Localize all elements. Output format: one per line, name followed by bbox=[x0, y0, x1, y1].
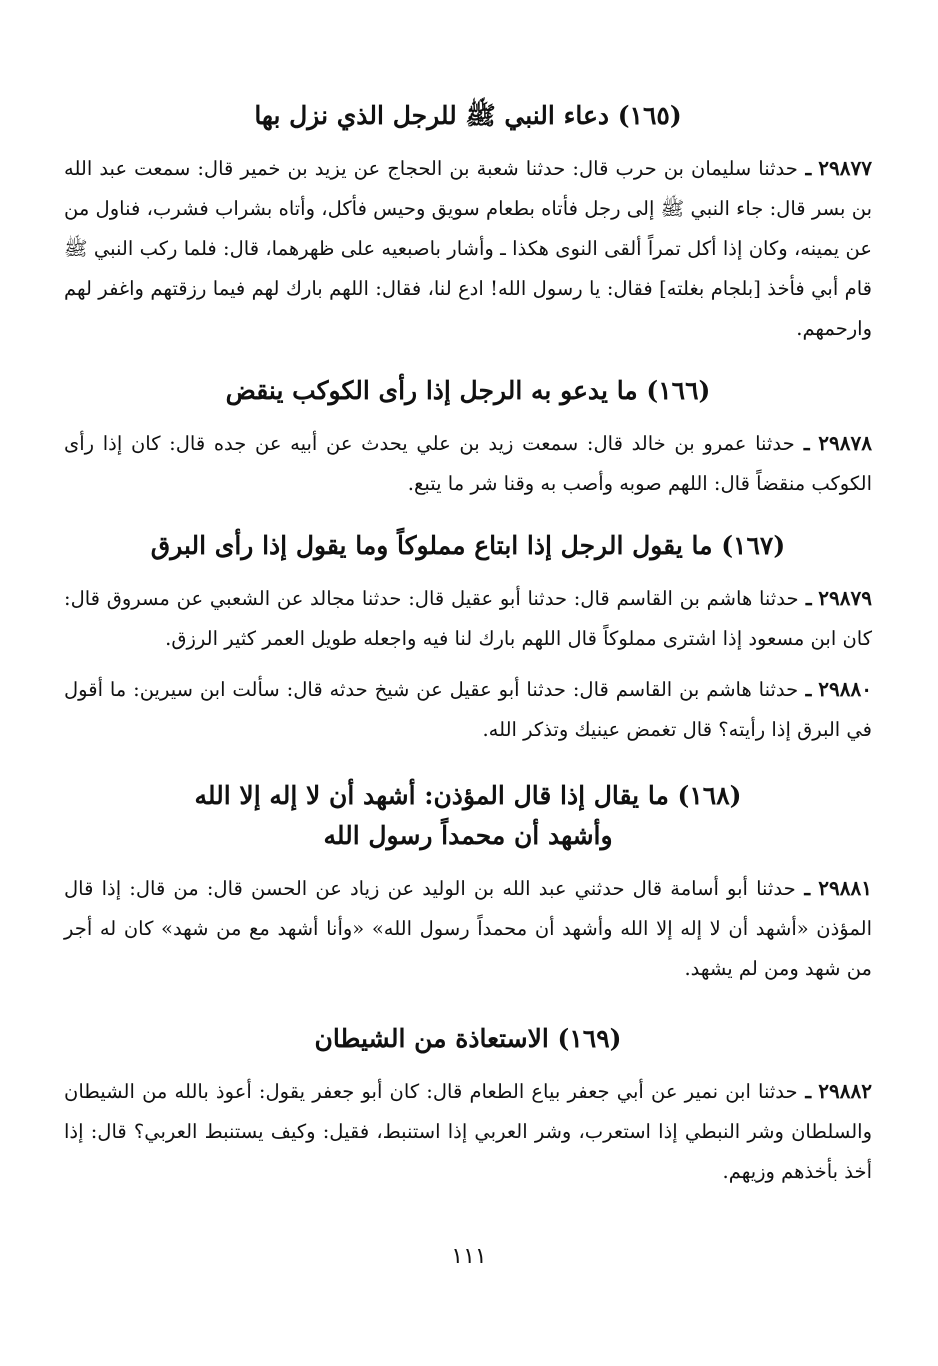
hadith-number: ٢٩٨٨٢ bbox=[818, 1079, 872, 1103]
hadith-text: حدثنا أبو أسامة قال حدثني عبد الله بن الوليد عن زياد عن الحسن قال: من قال: إذا قال المؤذن «أشهد أن لا إله إلا الله وأشهد أن محمداً رسول الله» «وأنا أشهد مع من شهد» كان له أجر من شهد ومن لم يشهد. bbox=[64, 877, 872, 980]
hadith-text: حدثنا سليمان بن حرب قال: حدثنا شعبة بن الحجاج عن يزيد بن خمير قال: سمعت عبد الله بن بسر قال: جاء النبي ﷺ إلى رجل فأتاه بطعام سويق وحيس فأكل، وأتاه بشراب فشرب، فناول من عن يمينه، وكان إذا أكل تمراً ألقى النوى هكذا ـ وأشار باصبعيه على ظهرهما، قال: فلما ركب النبي ﷺ قام أبي فأخذ [بلجام بغلته] فقال: يا رسول الله! ادع لنا، فقال: اللهم بارك لهم فيما رزقتهم واغفر لهم وارحمهم. bbox=[64, 157, 872, 340]
heading-line: وأشهد أن محمداً رسول الله bbox=[323, 821, 613, 850]
section-heading: (١٦٧) ما يقول الرجل إذا ابتاع مملوكاً وما يقول إذا رأى البرق bbox=[150, 531, 786, 560]
hadith-paragraph: ٢٩٨٨٢ ـ حدثنا ابن نمير عن أبي جعفر بياع الطعام قال: كان أبو جعفر يقول: أعوذ بالله من الشيطان والسلطان وشر النبطي إذا استعرب، وشر العربي إذا استنبط، فقيل: وكيف يستنبط العربي؟ قال: إذا أخذ بأخذهم وزيهم. bbox=[64, 1079, 872, 1183]
hadith-text: حدثنا عمرو بن خالد قال: سمعت زيد بن علي يحدث عن أبيه عن جده قال: كان إذا رأى الكوكب منقضاً قال: اللهم صوبه وأصب به وقنا شر ما يتبع. bbox=[64, 432, 872, 495]
heading-line: (١٦٨) ما يقال إذا قال المؤذن: أشهد أن لا إله إلا الله bbox=[194, 781, 742, 810]
hadith-number: ٢٩٨٨١ bbox=[818, 876, 872, 900]
page-number: ١١١ bbox=[451, 1244, 487, 1269]
hadith-number: ٢٩٨٨٠ bbox=[818, 677, 872, 701]
section-168 bbox=[64, 776, 872, 989]
section-heading: (١٦٦) ما يدعو به الرجل إذا رأى الكوكب ينقض bbox=[225, 376, 711, 405]
hadith-text: حدثنا هاشم بن القاسم قال: حدثنا أبو عقيل قال: حدثنا مجالد عن الشعبي عن مسروق قال: كان ابن مسعود إذا اشترى مملوكاً قال اللهم بارك لنا فيه واجعله طويل العمر كثير الرزق. bbox=[64, 587, 872, 650]
hadith-text: حدثنا هاشم بن القاسم قال: حدثنا أبو عقيل عن شيخ حدثه قال: سألت ابن سيرين: ما أقول في البرق إذا رأيته؟ قال تغمض عينيك وتذكر الله. bbox=[64, 678, 872, 741]
section-166 bbox=[64, 371, 872, 504]
hadith-paragraph: ٢٩٨٧٩ ـ حدثنا هاشم بن القاسم قال: حدثنا أبو عقيل قال: حدثنا مجالد عن الشعبي عن مسروق قال: كان ابن مسعود إذا اشترى مملوكاً قال اللهم بارك لنا فيه واجعله طويل العمر كثير الرزق. bbox=[64, 586, 872, 650]
hadith-paragraph: ٢٩٨٨١ ـ حدثنا أبو أسامة قال حدثني عبد الله بن الوليد عن زياد عن الحسن قال: من قال: إذا قال المؤذن «أشهد أن لا إله إلا الله وأشهد أن محمداً رسول الله» «وأنا أشهد مع من شهد» كان له أجر من شهد ومن لم يشهد. bbox=[64, 876, 872, 980]
section-167 bbox=[64, 526, 872, 750]
hadith-number: ٢٩٨٧٧ bbox=[818, 156, 872, 180]
section-heading: (١٦٥) دعاء النبي ﷺ للرجل الذي نزل بها bbox=[254, 101, 682, 130]
hadith-paragraph: ٢٩٨٧٨ ـ حدثنا عمرو بن خالد قال: سمعت زيد بن علي يحدث عن أبيه عن جده قال: كان إذا رأى الكوكب منقضاً قال: اللهم صوبه وأصب به وقنا شر ما يتبع. bbox=[64, 431, 872, 495]
hadith-number: ٢٩٨٧٩ bbox=[818, 586, 872, 610]
hadith-paragraph: ٢٩٨٨٠ ـ حدثنا هاشم بن القاسم قال: حدثنا أبو عقيل عن شيخ حدثه قال: سألت ابن سيرين: ما أقول في البرق إذا رأيته؟ قال تغمض عينيك وتذكر الله. bbox=[64, 677, 872, 741]
hadith-text: حدثنا ابن نمير عن أبي جعفر بياع الطعام قال: كان أبو جعفر يقول: أعوذ بالله من الشيطان والسلطان وشر النبطي إذا استعرب، وشر العربي إذا استنبط، فقيل: وكيف يستنبط العربي؟ قال: إذا أخذ بأخذهم وزيهم. bbox=[64, 1080, 872, 1183]
section-165 bbox=[64, 96, 872, 349]
section-169 bbox=[64, 1019, 872, 1192]
hadith-paragraph: ٢٩٨٧٧ ـ حدثنا سليمان بن حرب قال: حدثنا شعبة بن الحجاج عن يزيد بن خمير قال: سمعت عبد الله بن بسر قال: جاء النبي ﷺ إلى رجل فأتاه بطعام سويق وحيس فأكل، وأتاه بشراب فشرب، فناول من عن يمينه، وكان إذا أكل تمراً ألقى النوى هكذا ـ وأشار باصبعيه على ظهرهما، قال: فلما ركب النبي ﷺ قام أبي فأخذ [بلجام بغلته] فقال: يا رسول الله! ادع لنا، فقال: اللهم بارك لهم فيما رزقتهم واغفر لهم وارحمهم. bbox=[64, 156, 872, 340]
section-heading: (١٦٩) الاستعاذة من الشيطان bbox=[314, 1024, 622, 1053]
section-heading bbox=[64, 776, 872, 856]
hadith-number: ٢٩٨٧٨ bbox=[818, 431, 872, 455]
